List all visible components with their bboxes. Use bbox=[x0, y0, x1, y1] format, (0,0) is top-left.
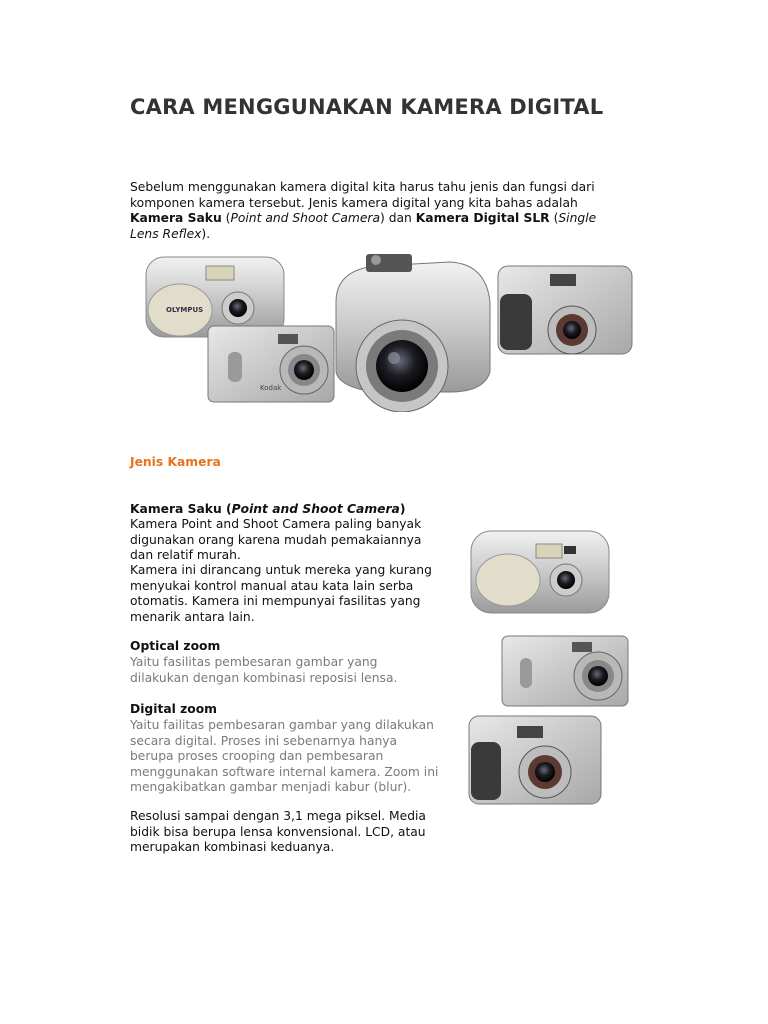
fujifilm-camera bbox=[336, 254, 490, 412]
paren-open: ( bbox=[221, 211, 231, 225]
page-title: CARA MENGGUNAKAN KAMERA DIGITAL bbox=[130, 95, 604, 119]
section-heading: Jenis Kamera bbox=[130, 455, 221, 469]
optical-zoom-text: Yaitu fasilitas pembesaran gambar yang dilakukan dengan kombinasi reposisi lensa. bbox=[130, 655, 398, 685]
paren-open-2: ( bbox=[549, 211, 559, 225]
digital-zoom-text: Yaitu failitas pembesaran gambar yang dilakukan secara digital. Proses ini sebenarnya hanya berupa proses crooping dan pembesaran menggunakan software internal kamera. Zoom ini mengakibatkan gambar menjadi kabur (blur). bbox=[130, 718, 439, 794]
kodak-camera bbox=[208, 326, 334, 402]
kodak-brand: Kodak bbox=[260, 384, 282, 392]
pocket-heading-close: ) bbox=[399, 502, 406, 516]
intro-paragraph bbox=[130, 180, 620, 242]
pocket-description-1: Kamera Point and Shoot Camera paling banyak digunakan orang karena mudah pemakaiannya dan relatif murah. bbox=[130, 517, 422, 562]
olympus-camera-back bbox=[146, 257, 284, 337]
slr-camera-italic: Single Lens Reflex bbox=[130, 211, 597, 241]
olympus-compact-image bbox=[468, 528, 612, 618]
paren-close-and: ) dan bbox=[380, 211, 416, 225]
olympus-brand: OLYMPUS bbox=[166, 306, 204, 314]
intro-text: Sebelum menggunakan kamera digital kita harus tahu jenis dan fungsi dari komponen kamera tersebut. Jenis kamera digital yang kita bahas adalah bbox=[130, 180, 595, 210]
pocket-heading-italic: Point and Shoot Camera bbox=[231, 502, 400, 516]
pocket-description-2: Kamera ini dirancang untuk mereka yang kurang menyukai kontrol manual atau kata lain serba otomatis. Kamera ini mempunyai fasilitas yang menarik antara lain. bbox=[130, 563, 432, 624]
pocket-heading-bold: Kamera Saku ( bbox=[130, 502, 232, 516]
olympus-camera-right bbox=[498, 266, 632, 354]
olympus-zoom-image bbox=[467, 714, 603, 806]
slr-camera-label: Kamera Digital SLR bbox=[415, 211, 550, 225]
pocket-camera-label: Kamera Saku bbox=[130, 211, 222, 225]
pocket-camera-heading bbox=[130, 502, 405, 516]
cameras-group-image bbox=[140, 252, 636, 412]
pocket-camera-italic: Point and Shoot Camera bbox=[230, 211, 380, 225]
digital-zoom-heading: Digital zoom bbox=[130, 702, 217, 716]
optical-zoom-heading: Optical zoom bbox=[130, 639, 221, 653]
resolution-text: Resolusi sampai dengan 3,1 mega piksel. Media bidik bisa berupa lensa konvensional. LCD, atau merupakan kombinasi keduanya. bbox=[130, 809, 426, 854]
kodak-compact-image bbox=[500, 634, 630, 708]
paren-close-end: ). bbox=[201, 226, 211, 241]
